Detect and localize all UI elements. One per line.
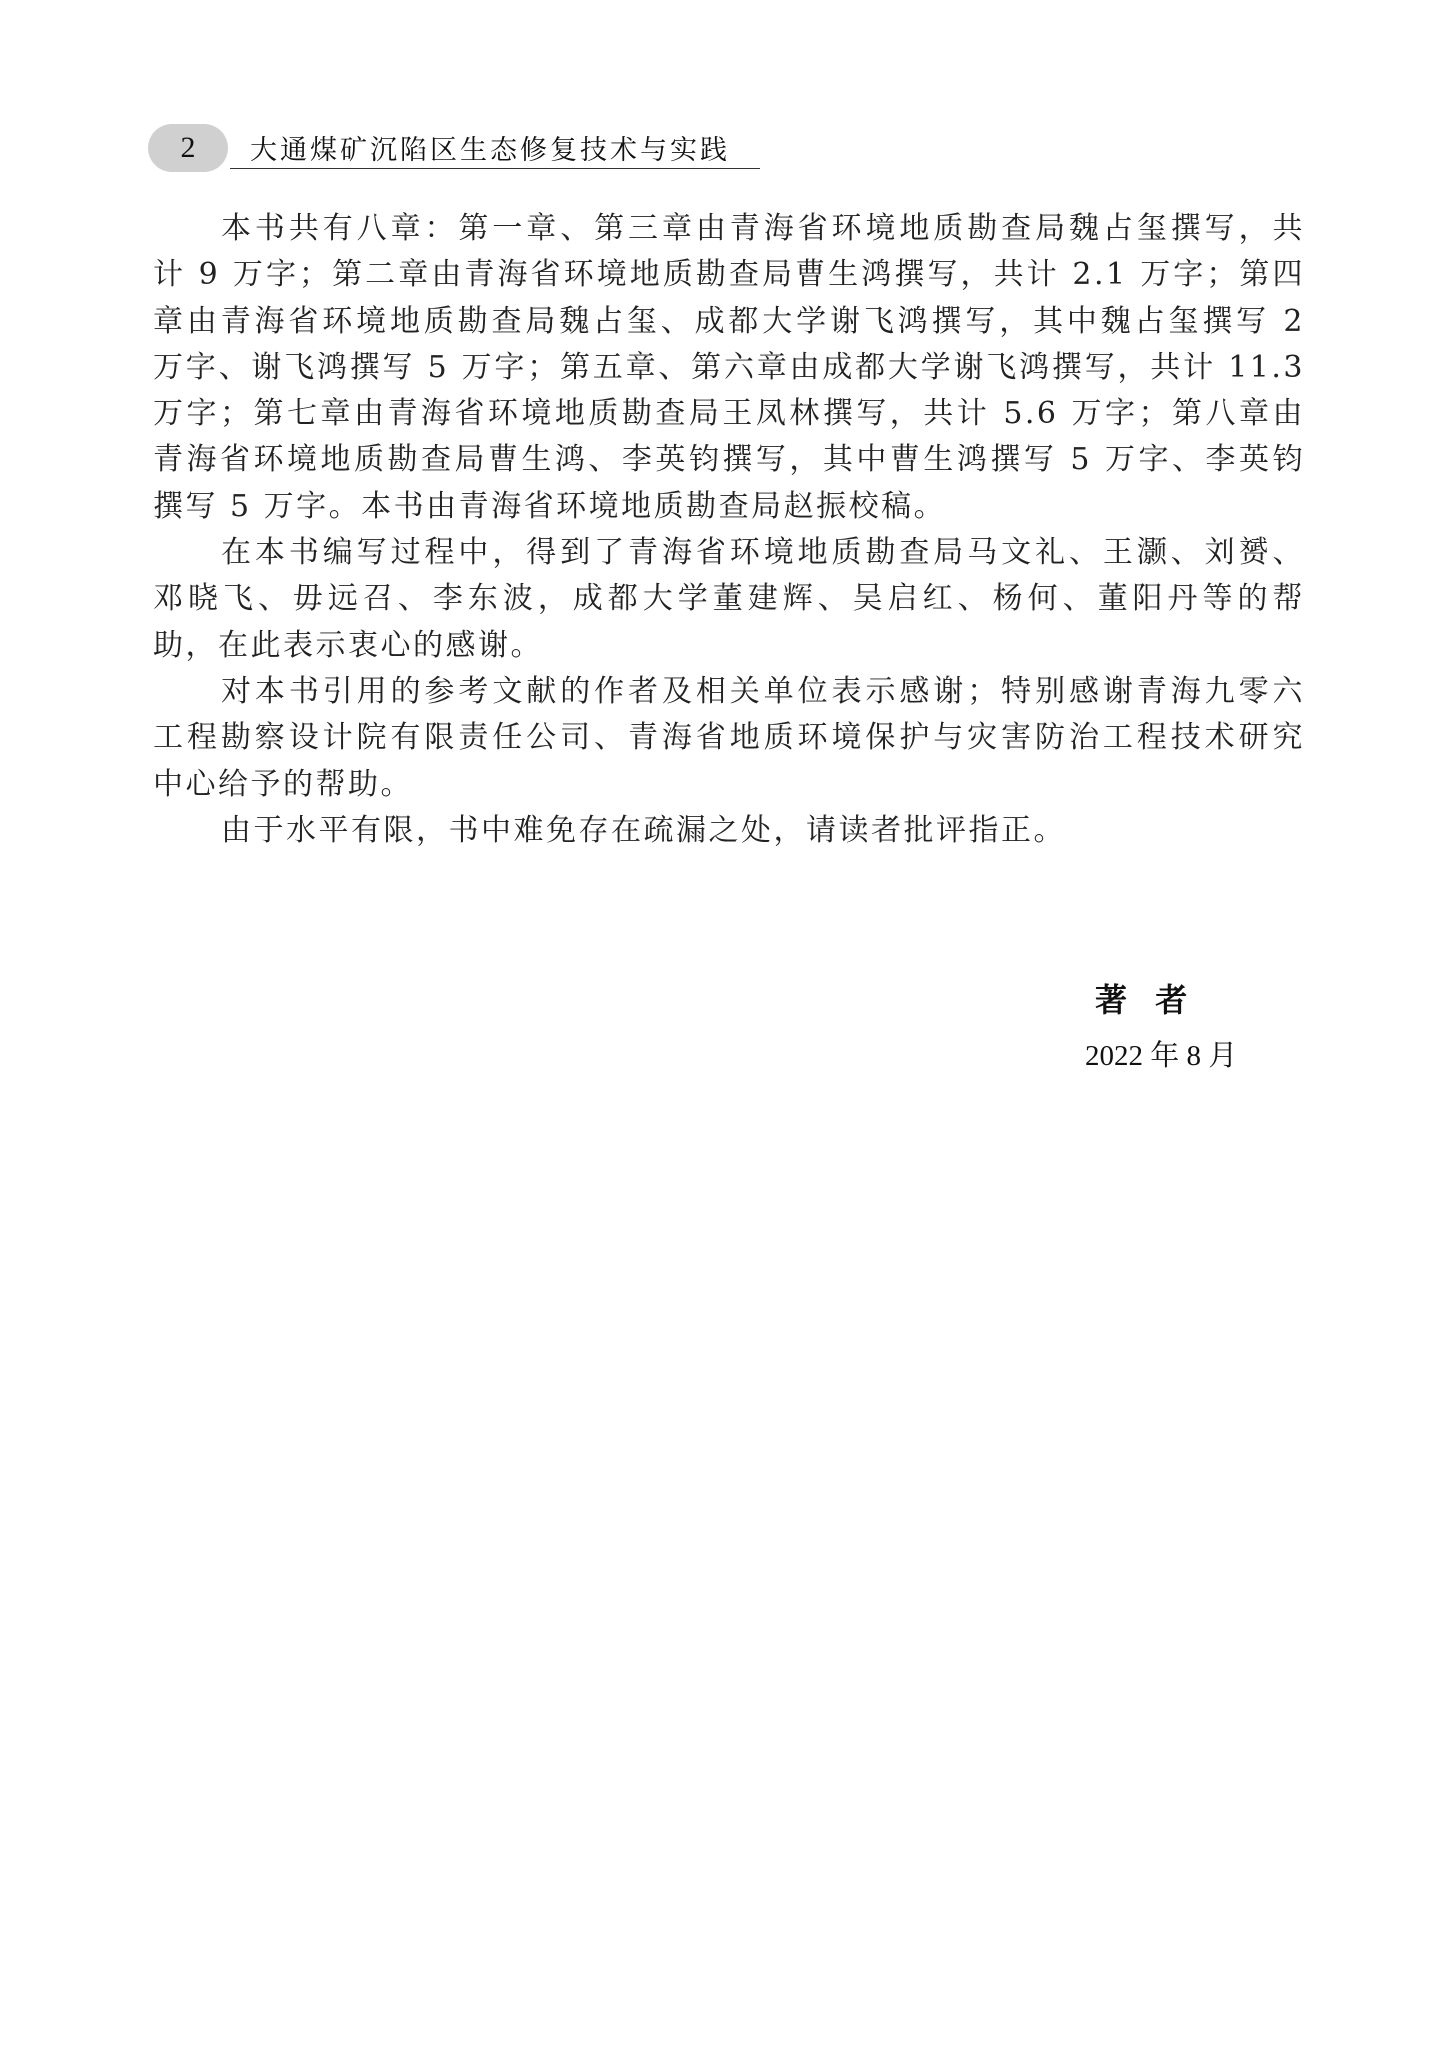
- text-line: 助，在此表示衷心的感谢。: [153, 627, 543, 663]
- preface-body: [153, 206, 1305, 854]
- paragraph-chapter-authors: [153, 206, 1305, 530]
- text-line: 在本书编写过程中，得到了青海省环境地质勘查局马文礼、王灏、刘赟、: [221, 535, 1305, 571]
- paragraph-acknowledgement-institutions: [153, 669, 1305, 808]
- text-line: 青海省环境地质勘查局曹生鸿、李英钧撰写，其中曹生鸿撰写 5 万字、李英钧: [153, 442, 1305, 478]
- text-line: 工程勘察设计院有限责任公司、青海省地质环境保护与灾害防治工程技术研究: [153, 720, 1305, 756]
- text-line: 计 9 万字；第二章由青海省环境地质勘查局曹生鸿撰写，共计 2.1 万字；第四: [153, 257, 1305, 293]
- text-line: 本书共有八章：第一章、第三章由青海省环境地质勘查局魏占玺撰写，共: [221, 211, 1305, 246]
- text-line: 章由青海省环境地质勘查局魏占玺、成都大学谢飞鸿撰写，其中魏占玺撰写 2: [153, 303, 1305, 339]
- running-title: 大通煤矿沉陷区生态修复技术与实践: [250, 135, 730, 166]
- text-line: 邓晓飞、毋远召、李东波，成都大学董建辉、吴启红、杨何、董阳丹等的帮: [153, 581, 1305, 617]
- page-number: 2: [180, 131, 196, 164]
- text-line: 万字、谢飞鸿撰写 5 万字；第五章、第六章由成都大学谢飞鸿撰写，共计 11.3: [153, 349, 1305, 385]
- signature-authors: 著 者: [1095, 981, 1190, 1019]
- header-divider: [230, 168, 760, 169]
- text-line: 撰写 5 万字。本书由青海省环境地质勘查局赵振校稿。: [153, 488, 947, 524]
- page-number-badge: [148, 124, 228, 172]
- text-line: 中心给予的帮助。: [153, 766, 413, 802]
- text-line: 由于水平有限，书中难免存在疏漏之处，请读者批评指正。: [221, 812, 1066, 848]
- paragraph-disclaimer: [153, 808, 1305, 854]
- signature-date: 2022 年 8 月: [1085, 1040, 1238, 1072]
- text-line: 万字；第七章由青海省环境地质勘查局王凤林撰写，共计 5.6 万字；第八章由: [153, 396, 1305, 432]
- text-line: 对本书引用的参考文献的作者及相关单位表示感谢；特别感谢青海九零六: [221, 673, 1305, 709]
- paragraph-acknowledgement-people: [153, 530, 1305, 669]
